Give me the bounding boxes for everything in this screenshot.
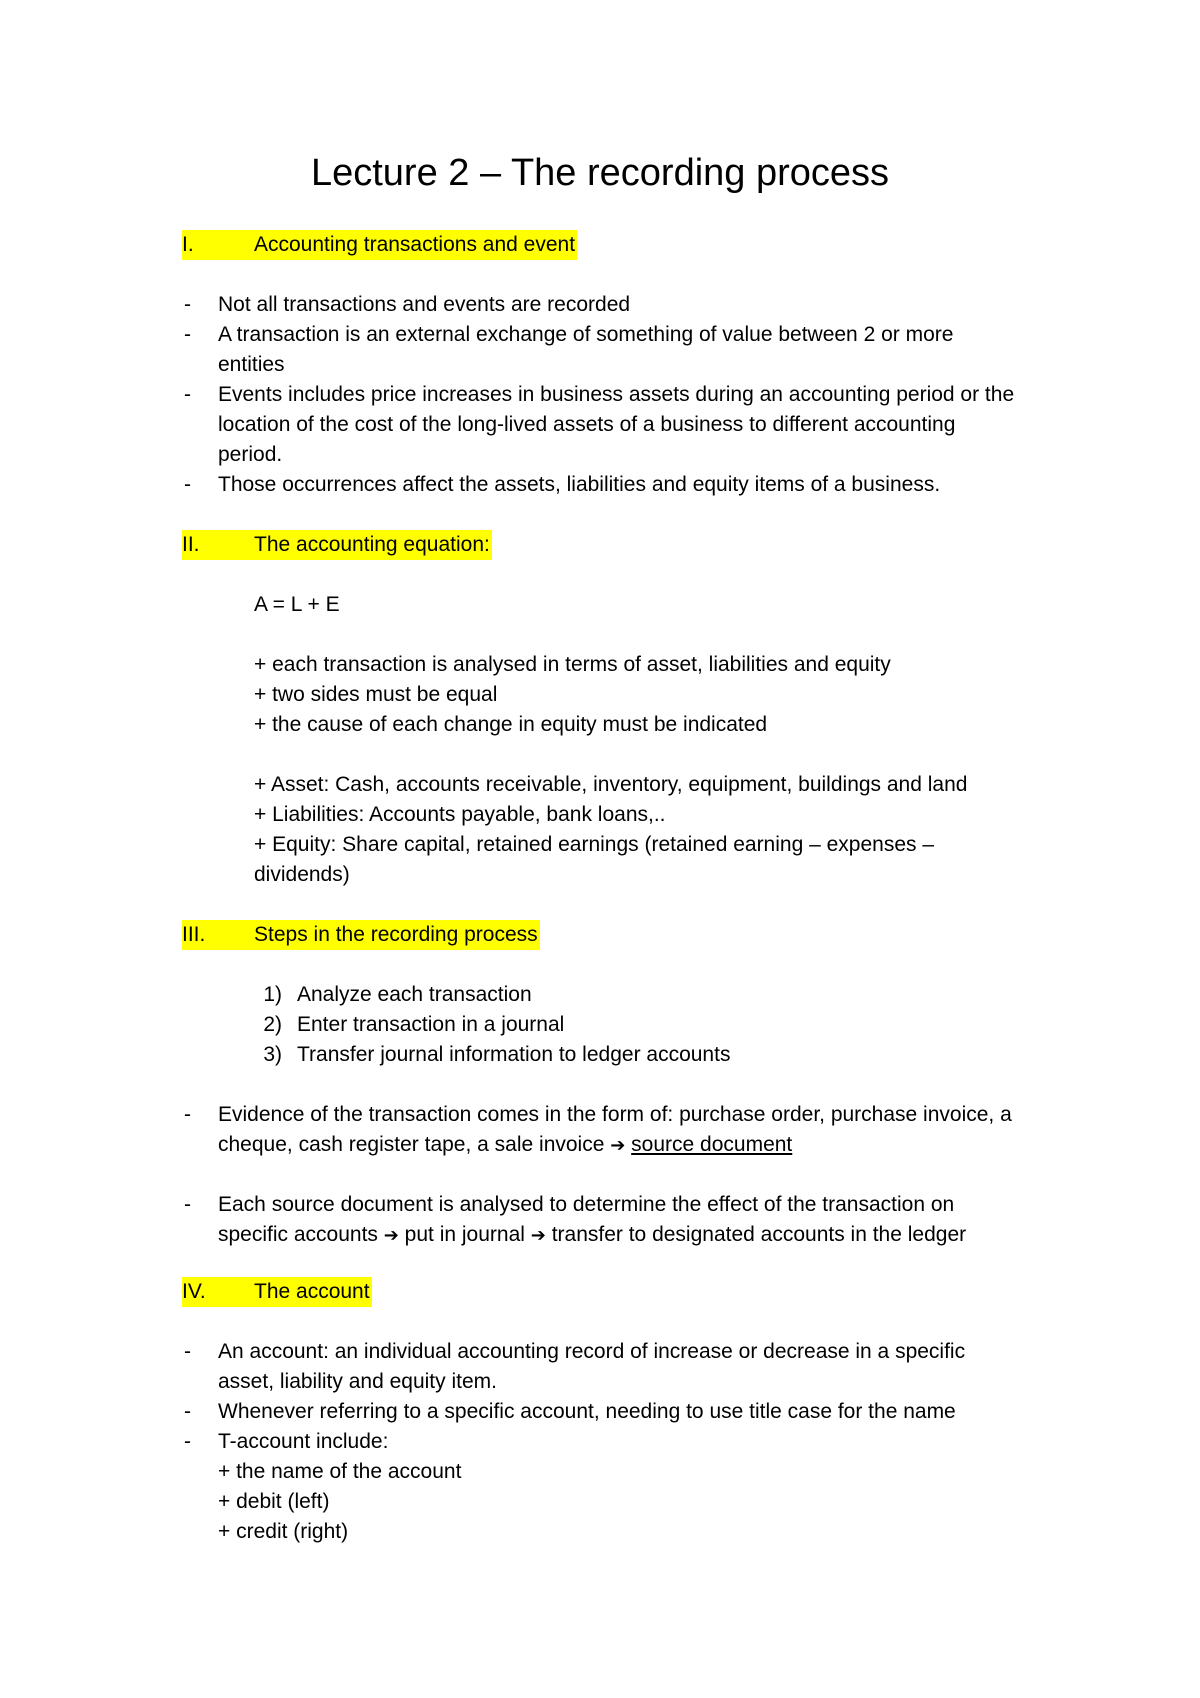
bullet-marker: -: [184, 1340, 191, 1363]
arrow-right-icon: ➔: [530, 1225, 546, 1246]
arrow-right-icon: ➔: [610, 1135, 626, 1156]
section-2-title: The accounting equation:: [254, 533, 490, 556]
source-document-term: source document: [631, 1133, 793, 1156]
list-item: [218, 320, 1098, 380]
equation-category: + Equity: Share capital, retained earnings (retained earning – expenses –: [254, 833, 935, 856]
accounting-equation: A = L + E: [254, 593, 340, 616]
section-2-number: II.: [182, 533, 200, 556]
page-title: Lecture 2 – The recording process: [310, 152, 890, 194]
list-item-line: [218, 1220, 1098, 1251]
bullet-marker: -: [184, 1193, 191, 1216]
list-item-line: period.: [218, 443, 283, 466]
section-1-number: I.: [182, 233, 194, 256]
text-segment: cheque, cash register tape, a sale invoice: [218, 1133, 611, 1156]
list-item: [218, 1337, 1098, 1397]
list-item-line: An account: an individual accounting record of increase or decrease in a specific: [218, 1340, 966, 1363]
list-item-line: asset, liability and equity item.: [218, 1370, 497, 1393]
list-item: [218, 290, 1098, 320]
bullet-marker: -: [184, 293, 191, 316]
equation-category: + Liabilities: Accounts payable, bank loans,..: [254, 803, 666, 826]
list-item-line: A transaction is an external exchange of something of value between 2 or more: [218, 323, 954, 346]
text-segment: specific accounts: [218, 1223, 384, 1246]
step-text: Analyze each transaction: [297, 983, 532, 1006]
bullet-marker: -: [184, 1400, 191, 1423]
list-item-line: + debit (left): [218, 1490, 330, 1513]
section-3-title: Steps in the recording process: [254, 923, 538, 946]
list-item-line: Not all transactions and events are recorded: [218, 293, 631, 316]
list-item: [218, 470, 1098, 500]
equation-point: + the cause of each change in equity must be indicated: [254, 713, 768, 736]
section-3-number: III.: [182, 923, 206, 946]
section-4-heading: [182, 1277, 372, 1307]
list-item-line: Events includes price increases in business assets during an accounting period or the: [218, 383, 1015, 406]
list-item: [218, 1100, 1098, 1161]
step-text: Transfer journal information to ledger accounts: [297, 1043, 731, 1066]
bullet-marker: -: [184, 1103, 191, 1126]
list-item-line: [218, 1130, 1098, 1161]
section-3-heading: [182, 920, 540, 950]
step-number: 2): [263, 1013, 282, 1036]
list-item-line: + the name of the account: [218, 1460, 462, 1483]
step-number: 3): [263, 1043, 282, 1066]
equation-point: + each transaction is analysed in terms of asset, liabilities and equity: [254, 653, 891, 676]
equation-category: dividends): [254, 863, 350, 886]
bullet-marker: -: [184, 383, 191, 406]
list-item-line: + credit (right): [218, 1520, 349, 1543]
arrow-right-icon: ➔: [383, 1225, 399, 1246]
text-segment: put in journal: [398, 1223, 531, 1246]
text-segment: transfer to designated accounts in the ledger: [545, 1223, 967, 1246]
list-item-line: Those occurrences affect the assets, liabilities and equity items of a business.: [218, 473, 941, 496]
section-1-heading: [182, 230, 577, 260]
list-item-line: location of the cost of the long-lived assets of a business to different accounting: [218, 413, 956, 436]
list-item: [218, 1427, 1098, 1547]
list-item-line: Each source document is analysed to determine the effect of the transaction on: [218, 1193, 955, 1216]
list-item-line: Evidence of the transaction comes in the form of: purchase order, purchase invoice, a: [218, 1103, 1012, 1126]
list-item: [218, 1397, 1098, 1427]
equation-point: + two sides must be equal: [254, 683, 498, 706]
section-1-title: Accounting transactions and event: [254, 233, 576, 256]
bullet-marker: -: [184, 323, 191, 346]
list-item: [218, 380, 1098, 470]
equation-category: + Asset: Cash, accounts receivable, inventory, equipment, buildings and land: [254, 773, 968, 796]
step-text: Enter transaction in a journal: [297, 1013, 565, 1036]
step-number: 1): [263, 983, 282, 1006]
section-4-title: The account: [254, 1280, 370, 1303]
section-4-number: IV.: [182, 1280, 206, 1303]
bullet-marker: -: [184, 473, 191, 496]
list-item-line: entities: [218, 353, 285, 376]
list-item: [218, 1190, 1098, 1251]
section-2-heading: [182, 530, 492, 560]
bullet-marker: -: [184, 1430, 191, 1453]
list-item-line: T-account include:: [218, 1430, 389, 1453]
list-item-line: Whenever referring to a specific account, needing to use title case for the name: [218, 1400, 956, 1423]
